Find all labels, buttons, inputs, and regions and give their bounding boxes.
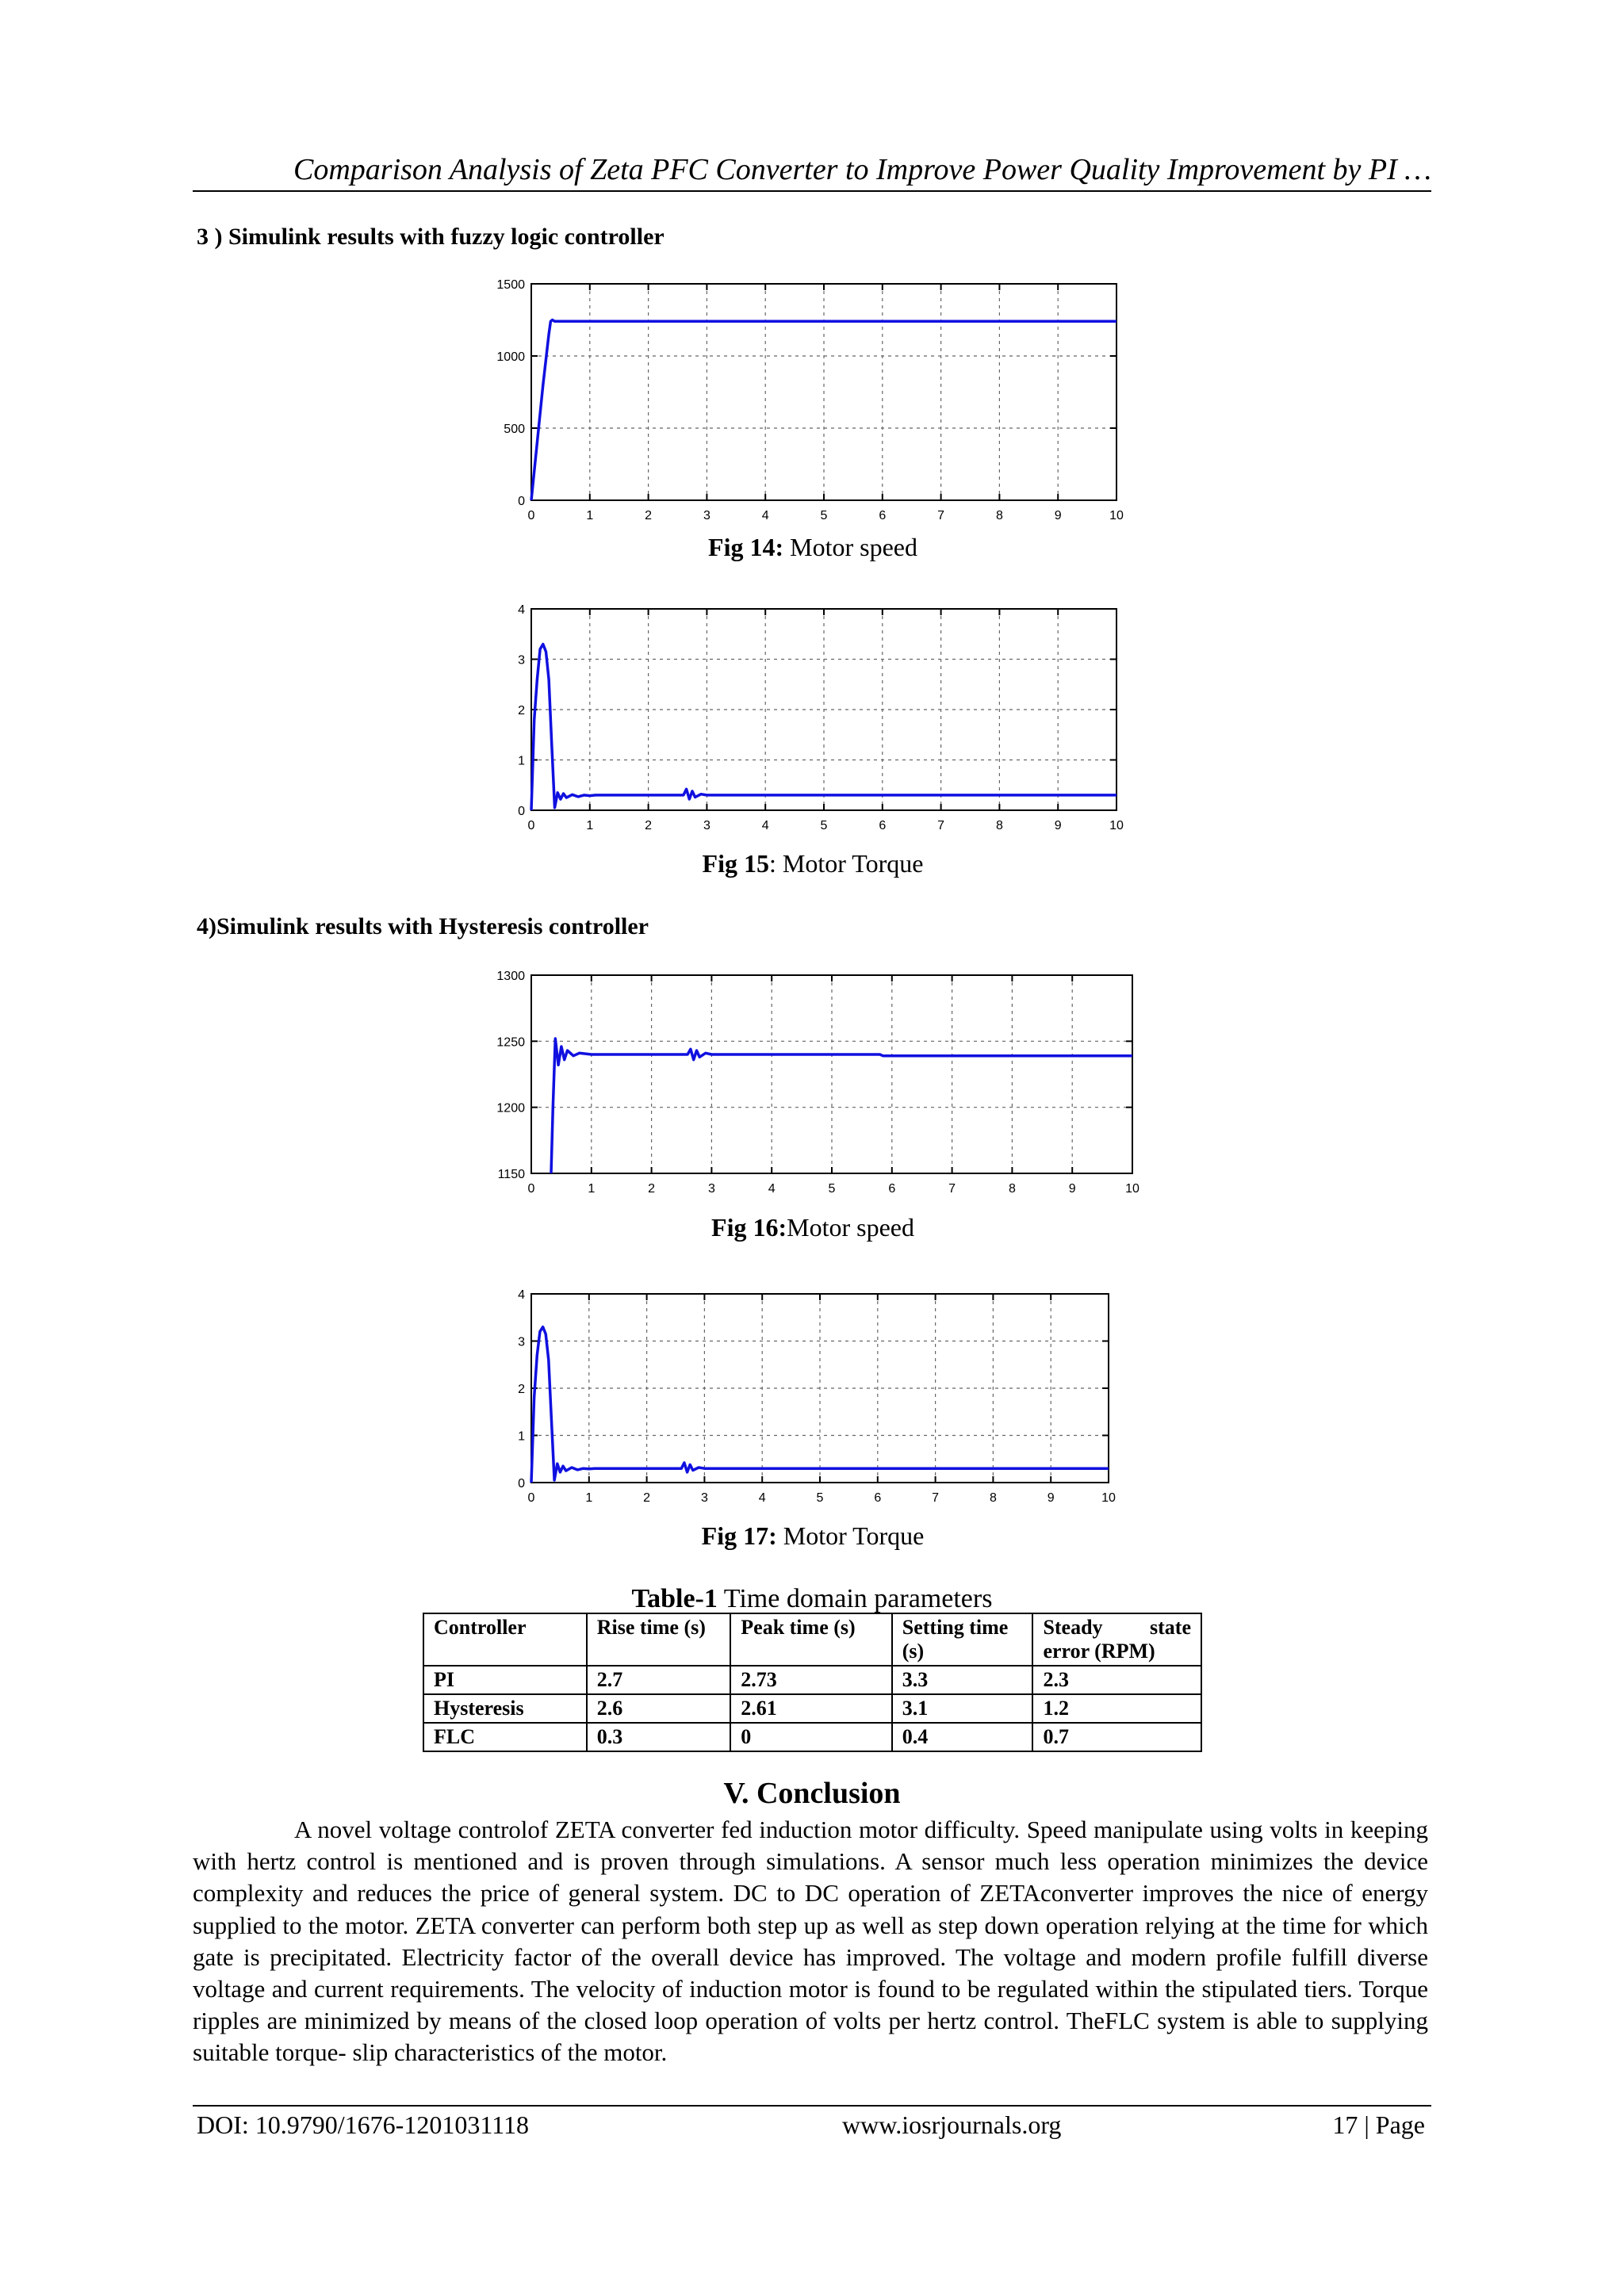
section-fuzzy-heading: 3 ) Simulink results with fuzzy logic controller	[197, 224, 665, 250]
x-tick-label: 10	[1101, 1491, 1116, 1505]
x-tick-label: 8	[1008, 1182, 1016, 1196]
x-tick-label: 3	[700, 1491, 708, 1505]
x-tick-label: 6	[879, 819, 887, 832]
x-tick-label: 2	[643, 1491, 651, 1505]
x-tick-label: 7	[937, 819, 945, 832]
x-tick-label: 0	[527, 819, 535, 832]
caption-fig15	[555, 849, 1071, 878]
y-tick-label: 1000	[496, 350, 525, 364]
table-caption-label: Table-1	[631, 1584, 718, 1613]
x-tick-label: 7	[932, 1491, 940, 1505]
footer-rule	[193, 2105, 1431, 2107]
table-header-cell: Steady state error (RPM)	[1032, 1613, 1201, 1666]
x-tick-label: 8	[989, 1491, 997, 1505]
x-tick-label: 9	[1068, 1182, 1076, 1196]
table-cell: 2.73	[730, 1666, 891, 1694]
y-tick-label: 1	[518, 754, 525, 768]
table-cell: Hysteresis	[423, 1694, 587, 1723]
x-tick-label: 8	[995, 819, 1003, 832]
x-tick-label: 4	[768, 1182, 776, 1196]
x-tick-label: 10	[1125, 1182, 1139, 1196]
conclusion-body: A novel voltage controlof ZETA converter fed induction motor difficulty. Speed manipulate using volts in keeping with hertz control is mentioned and is proven through simulations. A sensor much less operation minimizes the device complexity and reduces the price of general system. DC to DC operation of ZETAconverter improves the nice of energy supplied to the motor. ZETA converter can perform both step up as well as step down operation relying at the time for which gate is precipitated. Electricity factor of the overall device has improved. The voltage and modern profile fulfill diverse voltage and current requirements. The velocity of induction motor is found to be regulated within the stipulated tiers. Torque ripples are minimized by means of the closed loop operation of volts per hertz control. TheFLC system is able to supplying suitable torque- slip characteristics of the motor.	[193, 1816, 1428, 2067]
y-tick-label: 1200	[496, 1101, 525, 1115]
table-row	[423, 1723, 1201, 1751]
table-header-cell: Controller	[423, 1613, 587, 1666]
caption-fig17	[555, 1521, 1071, 1551]
x-tick-label: 2	[645, 819, 653, 832]
table-cell: 0.4	[892, 1723, 1033, 1751]
time-domain-table	[423, 1613, 1202, 1752]
table-caption	[0, 1584, 1624, 1614]
x-tick-label: 4	[758, 1491, 766, 1505]
series-line-speed	[531, 320, 1116, 501]
x-tick-label: 1	[586, 819, 594, 832]
x-tick-label: 0	[527, 509, 535, 522]
x-tick-label: 10	[1109, 819, 1124, 832]
table-cell: 3.1	[892, 1694, 1033, 1723]
section-hysteresis-heading: 4)Simulink results with Hysteresis controller	[197, 913, 649, 939]
caption-fig16-label: Fig 16:	[711, 1213, 787, 1242]
footer-page: 17 | Page	[1332, 2110, 1425, 2139]
table-header-cell: Rise time (s)	[587, 1613, 731, 1666]
x-tick-label: 2	[645, 509, 653, 522]
table-cell: 2.61	[730, 1694, 891, 1723]
caption-fig17-label: Fig 17:	[701, 1521, 777, 1550]
x-tick-label: 6	[888, 1182, 896, 1196]
chart-fig15	[476, 599, 1126, 842]
table-header-row	[423, 1613, 1201, 1666]
table-cell: 3.3	[892, 1666, 1033, 1694]
y-tick-label: 0	[518, 1477, 525, 1490]
header-rule	[193, 190, 1431, 192]
caption-fig15-text: : Motor Torque	[768, 849, 924, 878]
y-tick-label: 1150	[497, 1168, 525, 1181]
table-cell: 2.6	[587, 1694, 731, 1723]
caption-fig16	[555, 1213, 1071, 1242]
y-tick-label: 3	[518, 1335, 525, 1349]
y-tick-label: 0	[518, 495, 525, 508]
y-tick-label: 1	[518, 1429, 525, 1444]
table-cell: 0	[730, 1723, 891, 1751]
x-tick-label: 7	[948, 1182, 956, 1196]
caption-fig14-label: Fig 14:	[708, 533, 784, 561]
caption-fig16-text: Motor speed	[787, 1213, 914, 1242]
table-header-cell: Peak time (s)	[730, 1613, 891, 1666]
y-tick-label: 3	[518, 653, 525, 668]
x-tick-label: 1	[585, 1491, 593, 1505]
x-tick-label: 1	[586, 509, 594, 522]
x-tick-label: 7	[937, 509, 945, 522]
y-tick-label: 4	[518, 603, 525, 617]
y-tick-label: 1250	[496, 1035, 525, 1050]
x-tick-label: 5	[820, 509, 828, 522]
footer-website: www.iosrjournals.org	[842, 2110, 1062, 2139]
table-cell: 2.3	[1032, 1666, 1201, 1694]
x-tick-label: 3	[703, 819, 710, 832]
table-cell: FLC	[423, 1723, 587, 1751]
y-tick-label: 1500	[496, 278, 525, 292]
table-caption-text: Time domain parameters	[717, 1584, 993, 1613]
x-tick-label: 0	[527, 1491, 535, 1505]
table-cell: PI	[423, 1666, 587, 1694]
y-tick-label: 500	[504, 423, 525, 436]
x-tick-label: 0	[527, 1182, 535, 1196]
table-row	[423, 1694, 1201, 1723]
caption-fig14-text: Motor speed	[783, 533, 917, 561]
y-tick-label: 1300	[496, 970, 525, 983]
x-tick-label: 8	[995, 509, 1003, 522]
conclusion-heading: V. Conclusion	[723, 1777, 901, 1810]
running-title: Comparison Analysis of Zeta PFC Converter to Improve Power Quality Improvement by PI …	[293, 153, 1432, 186]
x-tick-label: 6	[874, 1491, 882, 1505]
x-tick-label: 3	[703, 509, 710, 522]
x-tick-label: 3	[707, 1182, 715, 1196]
x-tick-label: 2	[648, 1182, 656, 1196]
table-cell: 0.7	[1032, 1723, 1201, 1751]
x-tick-label: 9	[1047, 1491, 1055, 1505]
table-row	[423, 1666, 1201, 1694]
table-header-cell: Setting time (s)	[892, 1613, 1033, 1666]
x-tick-label: 4	[761, 509, 769, 522]
caption-fig17-text: Motor Torque	[776, 1521, 925, 1550]
x-tick-label: 10	[1109, 509, 1124, 522]
x-tick-label: 5	[828, 1182, 836, 1196]
x-tick-label: 9	[1054, 819, 1062, 832]
x-tick-label: 9	[1054, 509, 1062, 522]
y-tick-label: 0	[518, 805, 525, 818]
footer-doi: DOI: 10.9790/1676-1201031118	[197, 2110, 529, 2139]
y-tick-label: 4	[518, 1288, 525, 1302]
chart-fig17	[476, 1284, 1118, 1514]
caption-fig15-label: Fig 15	[702, 849, 769, 878]
x-tick-label: 5	[820, 819, 828, 832]
x-tick-label: 4	[761, 819, 769, 832]
series-line-speed	[551, 1039, 1132, 1173]
x-tick-label: 6	[879, 509, 887, 522]
x-tick-label: 5	[816, 1491, 824, 1505]
chart-fig16	[476, 966, 1142, 1205]
y-tick-label: 2	[518, 704, 525, 718]
table-cell: 0.3	[587, 1723, 731, 1751]
x-tick-label: 1	[588, 1182, 596, 1196]
table-cell: 2.7	[587, 1666, 731, 1694]
chart-fig14	[476, 274, 1126, 532]
caption-fig14	[555, 533, 1071, 562]
table-cell: 1.2	[1032, 1694, 1201, 1723]
y-tick-label: 2	[518, 1383, 525, 1396]
